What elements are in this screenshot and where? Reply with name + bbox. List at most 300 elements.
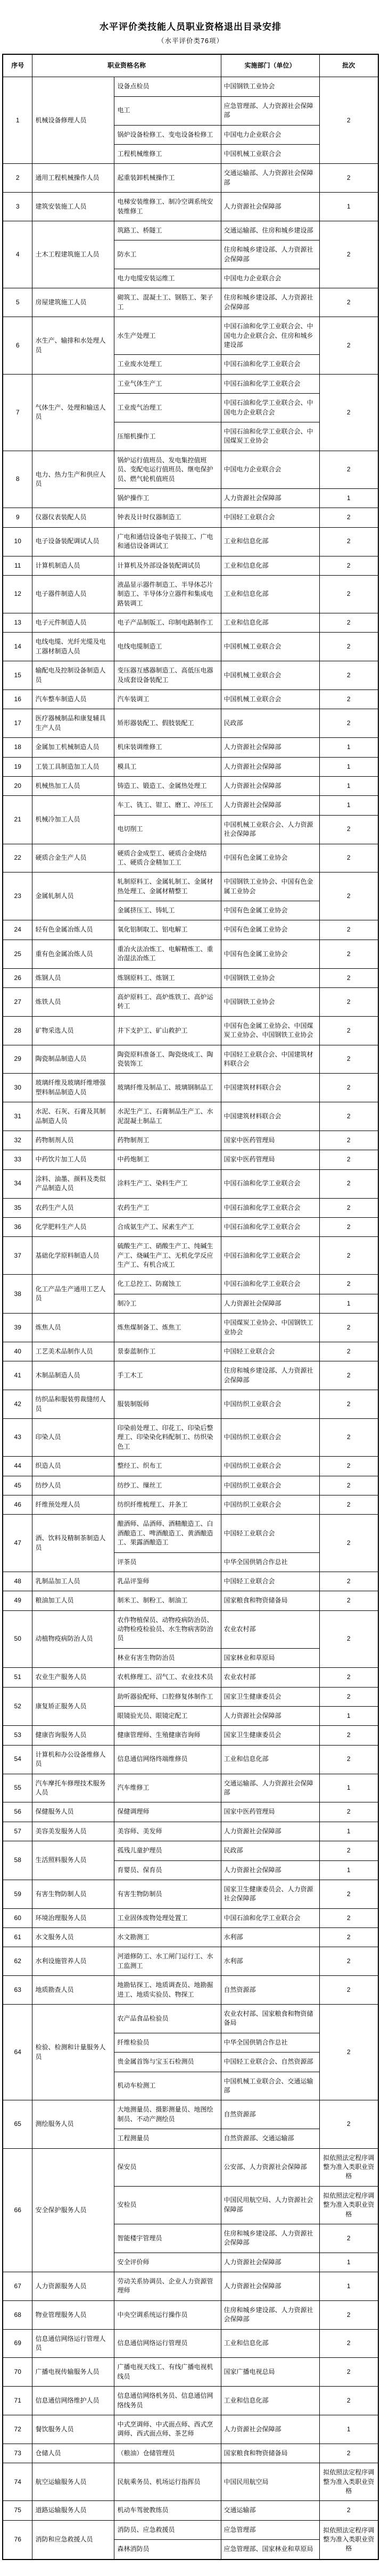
qualification-name-cell: 智能楼宇管理员 — [114, 2224, 221, 2253]
table-row — [3, 1880, 378, 1908]
department-cell: 国家林业和草原局 — [221, 1648, 319, 1667]
qualification-name-cell: 变压器互感器制造工、高低压电器及成套设备装配工 — [114, 661, 221, 690]
batch-cell: 2 — [319, 1217, 378, 1236]
department-cell: 中国钢铁工业协会 — [221, 968, 319, 987]
table-row — [3, 1822, 378, 1841]
qualification-name-cell: 工业废气治理工 — [114, 394, 221, 422]
table-row — [3, 2329, 378, 2358]
qualification-name-cell: 森林消防员 — [114, 2540, 221, 2560]
department-cell: 中国石油和化学工业联合会 — [221, 1198, 319, 1217]
batch-cell: 1 — [319, 1774, 378, 1802]
department-cell: 中国轻工业联合会、中国建筑材料联合会 — [221, 1045, 319, 1074]
department-cell: 中国石油和化学工业联合会 — [221, 1237, 319, 1275]
table-row — [3, 2415, 378, 2444]
category-cell: 粮油加工人员 — [32, 1591, 114, 1610]
qualification-name-cell: 美容师、美发师 — [114, 1822, 221, 1841]
batch-cell: 拟依照法定程序调整为准入类职业资格 — [319, 2148, 378, 2186]
qualification-name-cell: 工程机械维修工 — [114, 144, 221, 163]
table-row — [3, 1361, 378, 1390]
batch-cell: 2 — [319, 1976, 378, 2005]
serial-cell: 24 — [3, 920, 32, 940]
department-cell: 中国石油和化学工业联合会、中国电力企业联合会 — [221, 394, 319, 422]
serial-cell: 3 — [3, 193, 32, 221]
qualification-name-cell: 炼焦煤制备工、炼焦工 — [114, 1314, 221, 1342]
department-cell: 中国机械工业联合会 — [221, 144, 319, 163]
department-cell: 人力资源社会保障部 — [221, 776, 319, 795]
department-cell: 中国钢铁工业协会 — [221, 988, 319, 1017]
serial-cell: 27 — [3, 988, 32, 1017]
qualification-name-cell: 锅炉运行值班员、发电集控值班员、变配电运行值班员、继电保护员、燃气轮机值班员 — [114, 451, 221, 488]
qualification-name-cell: 电力电缆安装运维工 — [114, 269, 221, 288]
table-row — [3, 988, 378, 1017]
serial-cell: 40 — [3, 1342, 32, 1361]
qualification-name-cell: 健康管理师、生殖健康咨询师 — [114, 1726, 221, 1745]
qualification-name-cell: 工业气体生产工 — [114, 374, 221, 393]
table-row — [3, 1928, 378, 1947]
category-cell: 基础化学原料制造人员 — [32, 1237, 114, 1275]
batch-cell: 2 — [319, 1610, 378, 1668]
serial-cell: 38 — [3, 1275, 32, 1314]
qualification-name-cell: 酿酒师、品酒师、酒精酿造工、白酒酿造工、啤酒酿造工、黄酒酿造工、果露酒酿造工 — [114, 1515, 221, 1552]
title-block — [0, 0, 381, 45]
qualification-name-cell: 压缩机操作工 — [114, 422, 221, 451]
serial-cell: 47 — [3, 1515, 32, 1572]
category-cell: 玻璃纤维及玻璃纤维增强塑料制品制造人员 — [32, 1074, 114, 1102]
department-cell: 自然资源部 — [221, 2100, 319, 2129]
table-row — [3, 193, 378, 221]
department-cell: 交通运输部 — [221, 2501, 319, 2520]
category-cell: 测绘服务人员 — [32, 2100, 114, 2148]
qualification-name-cell: 轧制原料工、金属轧制工、金属材热处理工、金属材精整工 — [114, 872, 221, 901]
table-row — [3, 2005, 378, 2033]
qualification-name-cell: 广播电视天线工、有线广播电视机线员 — [114, 2358, 221, 2387]
qualification-name-cell: 钟表及计时仪器制造工 — [114, 508, 221, 527]
serial-cell: 55 — [3, 1774, 32, 1802]
header-batch: 批次 — [319, 54, 378, 77]
batch-cell: 1 — [319, 2272, 378, 2301]
serial-cell: 62 — [3, 1947, 32, 1976]
table-row — [3, 1476, 378, 1495]
table-row — [3, 738, 378, 757]
department-cell: 农业农村部、国家粮食和物资储备局 — [221, 2005, 319, 2033]
department-cell: 中国机械工业联合会、交通运输部 — [221, 2072, 319, 2100]
table-row — [3, 1610, 378, 1648]
batch-cell: 2 — [319, 1515, 378, 1572]
batch-cell: 2 — [319, 1687, 378, 1706]
category-cell: 涂料、油墨、颜料及类似产品制造人员 — [32, 1169, 114, 1198]
serial-cell: 37 — [3, 1237, 32, 1275]
department-cell: 中国轻工业联合会、自然资源部 — [221, 2053, 319, 2072]
serial-cell: 11 — [3, 556, 32, 575]
batch-cell: 2 — [319, 317, 378, 375]
department-cell: 人力资源社会保障部 — [221, 2415, 319, 2444]
qualification-name-cell: 林业有害生物防治员 — [114, 1648, 221, 1667]
qualification-name-cell: 机动车驾驶教练员 — [114, 2501, 221, 2520]
table-row — [3, 796, 378, 815]
table-row — [3, 940, 378, 968]
batch-cell: 2 — [319, 1390, 378, 1419]
qualification-name-cell: 制米工、制粉工、制油工 — [114, 1591, 221, 1610]
serial-cell: 66 — [3, 2148, 32, 2272]
table-row — [3, 1418, 378, 1456]
serial-cell: 20 — [3, 776, 32, 795]
table-row — [3, 1572, 378, 1591]
department-cell: 人力资源社会保障部 — [221, 193, 319, 221]
header-serial: 序号 — [3, 54, 32, 77]
category-cell: 消防和应急救援人员 — [32, 2520, 114, 2559]
category-cell: 安全保护服务人员 — [32, 2148, 114, 2272]
serial-cell: 63 — [3, 1976, 32, 2005]
batch-cell: 2 — [319, 1880, 378, 1908]
category-cell: 机械设备修理人员 — [32, 77, 114, 164]
category-cell: 药物制剂人员 — [32, 1131, 114, 1150]
qualification-name-cell: 安全评价师 — [114, 2253, 221, 2272]
serial-cell: 75 — [3, 2501, 32, 2520]
serial-cell: 45 — [3, 1476, 32, 1495]
category-cell: 康复矫正服务人员 — [32, 1687, 114, 1726]
qualification-name-cell: 高炉原料工、高炉炼铁工、高炉运转工 — [114, 988, 221, 1017]
department-cell: 中国纺织工业联合会 — [221, 1476, 319, 1495]
category-cell: 工装工具制造加工人员 — [32, 757, 114, 776]
table-row — [3, 164, 378, 193]
department-cell: 中国煤炭工业协会、中国钢铁工业协会 — [221, 1314, 319, 1342]
batch-cell: 2 — [319, 1726, 378, 1745]
qualification-name-cell: 乳品评鉴师 — [114, 1572, 221, 1591]
table-row — [3, 968, 378, 987]
table-row — [3, 288, 378, 317]
department-cell: 住房和城乡建设部、人力资源社会保障部 — [221, 240, 319, 269]
department-cell: 水利部 — [221, 1928, 319, 1947]
category-cell: 检验、检测和计量服务人员 — [32, 2005, 114, 2100]
category-cell: 房屋建筑施工人员 — [32, 288, 114, 317]
qualification-name-cell: 药物制剂工 — [114, 1131, 221, 1150]
department-cell: 中国电力企业联合会 — [221, 125, 319, 144]
qualification-name-cell: 孤残儿童护理员 — [114, 1841, 221, 1860]
category-cell: 仓储人员 — [32, 2444, 114, 2463]
table-row — [3, 1275, 378, 1294]
department-cell: 中国有色金属工业协会 — [221, 844, 319, 872]
qualification-name-cell: 电切削工 — [114, 815, 221, 844]
qualification-name-cell: （粮油）仓储管理员 — [114, 2444, 221, 2463]
serial-cell: 46 — [3, 1495, 32, 1514]
qualification-name-cell: 劳动关系协调员、企业人力资源管理师 — [114, 2272, 221, 2301]
category-cell: 环境治理服务人员 — [32, 1908, 114, 1927]
category-cell: 化学肥料生产人员 — [32, 1217, 114, 1236]
header-row — [3, 54, 378, 77]
table-row — [3, 1802, 378, 1822]
batch-cell: 2 — [319, 1131, 378, 1150]
table-row — [3, 2100, 378, 2129]
category-cell: 建筑安装施工人员 — [32, 193, 114, 221]
qualification-name-cell: 矫形器装配工、假肢装配工 — [114, 709, 221, 738]
batch-cell: 2 — [319, 1361, 378, 1390]
serial-cell: 35 — [3, 1198, 32, 1217]
category-cell: 航空运输服务人员 — [32, 2463, 114, 2501]
category-cell: 广播电视传输服务人员 — [32, 2358, 114, 2387]
batch-cell: 2 — [319, 690, 378, 709]
batch-cell: 1 — [319, 2253, 378, 2272]
table-row — [3, 2300, 378, 2329]
department-cell: 中国纺织工业联合会 — [221, 1457, 319, 1476]
qualification-name-cell: 保安员 — [114, 2148, 221, 2186]
table-row — [3, 1198, 378, 1217]
department-cell: 中国机械工业联合会、人力资源社会保障部 — [221, 815, 319, 844]
batch-cell: 2 — [319, 2444, 378, 2463]
serial-cell: 17 — [3, 709, 32, 738]
department-cell: 国家中医药管理局 — [221, 1131, 319, 1150]
batch-cell: 2 — [319, 872, 378, 920]
table-row — [3, 221, 378, 240]
category-cell: 餐饮服务人员 — [32, 2415, 114, 2444]
header-qualification-name: 职业资格名称 — [32, 54, 221, 77]
serial-cell: 19 — [3, 757, 32, 776]
serial-cell: 2 — [3, 164, 32, 193]
serial-cell: 52 — [3, 1687, 32, 1726]
page-title: 水平评价类技能人员职业资格退出目录安排 — [100, 22, 281, 32]
category-cell: 木制品制造人员 — [32, 1361, 114, 1390]
department-cell: 中国纺织工业联合会 — [221, 1418, 319, 1456]
department-cell: 中国石油和化学工业联合会 — [221, 1169, 319, 1198]
serial-cell: 22 — [3, 844, 32, 872]
department-cell: 国家粮食和物资储备局 — [221, 1591, 319, 1610]
serial-cell: 16 — [3, 690, 32, 709]
department-cell: 交通运输部、人力资源社会保障部 — [221, 164, 319, 193]
serial-cell: 8 — [3, 451, 32, 508]
table-row — [3, 508, 378, 527]
table-row — [3, 1102, 378, 1131]
serial-cell: 36 — [3, 1217, 32, 1236]
batch-cell: 2 — [319, 1275, 378, 1294]
qualification-name-cell: 硫酸生产工、硝酸生产工、纯碱生产工、烧碱生产工、无机化学反应生产工、有机合成工 — [114, 1237, 221, 1275]
qualification-name-cell: 锅炉设备检修工、变电设备检修工 — [114, 125, 221, 144]
serial-cell: 70 — [3, 2358, 32, 2387]
category-cell: 美容美发服务人员 — [32, 1822, 114, 1841]
qualification-name-cell: 评茶员 — [114, 1552, 221, 1572]
department-cell: 农业农村部 — [221, 1668, 319, 1687]
category-cell: 炼铁人员 — [32, 988, 114, 1017]
department-cell: 人力资源社会保障部 — [221, 738, 319, 757]
batch-cell: 1 — [319, 1707, 378, 1726]
department-cell: 中国钢铁工业协会 — [221, 77, 319, 96]
qualification-name-cell: 整经工、织布工 — [114, 1457, 221, 1476]
department-cell: 中国石油和化学工业联合会、中国电力企业联合会、住房和城乡建设部 — [221, 317, 319, 355]
batch-cell: 2 — [319, 1418, 378, 1456]
department-cell: 中国石油和化学工业联合会、中国煤炭工业协会 — [221, 422, 319, 451]
department-cell: 国家中医药管理局 — [221, 1150, 319, 1169]
department-cell: 工业和信息化部 — [221, 613, 319, 633]
qualification-name-cell: 助听器验配师、口腔修复体制作工 — [114, 1687, 221, 1706]
table-row — [3, 1668, 378, 1687]
qualification-name-cell: 电线电缆制造工 — [114, 633, 221, 661]
table-row — [3, 374, 378, 393]
batch-cell: 2 — [319, 1237, 378, 1275]
serial-cell: 4 — [3, 221, 32, 288]
batch-cell: 2 — [319, 968, 378, 987]
qualification-name-cell: 涂料生产工、染料生产工 — [114, 1169, 221, 1198]
serial-cell: 73 — [3, 2444, 32, 2463]
category-cell: 气体生产、处理和输送人员 — [32, 374, 114, 451]
department-cell: 中国轻工业联合会 — [221, 508, 319, 527]
serial-cell: 18 — [3, 738, 32, 757]
table-row — [3, 661, 378, 690]
qualification-name-cell: 工程测量员 — [114, 2129, 221, 2148]
serial-cell: 28 — [3, 1016, 32, 1045]
qualification-name-cell: 制冷工 — [114, 1294, 221, 1313]
qualification-table — [2, 54, 379, 2560]
category-cell: 机械冷加工人员 — [32, 796, 114, 844]
department-cell: 中国石油和化学工业联合会 — [221, 374, 319, 393]
table-row — [3, 920, 378, 940]
department-cell: 中国有色金属工业协会 — [221, 920, 319, 940]
qualification-name-cell: 中式烹调师、中式面点师、西式烹调师、西式面点师、茶艺师 — [114, 2415, 221, 2444]
category-cell: 动植物疫病防治人员 — [32, 1610, 114, 1668]
serial-cell: 21 — [3, 796, 32, 844]
qualification-name-cell: 汽车装调工 — [114, 690, 221, 709]
department-cell: 民政部 — [221, 1841, 319, 1860]
qualification-name-cell: 铸造工、锻造工、金属热处理工 — [114, 776, 221, 795]
batch-cell: 2 — [319, 451, 378, 488]
serial-cell: 12 — [3, 575, 32, 613]
department-cell: 中国民用航空局 — [221, 2463, 319, 2501]
table-row — [3, 757, 378, 776]
qualification-name-cell: 河道修防工、水工闸门运行工、水工监测工 — [114, 1947, 221, 1976]
department-cell: 国家广播电视总局 — [221, 2358, 319, 2387]
department-cell: 民政部 — [221, 709, 319, 738]
serial-cell: 51 — [3, 1668, 32, 1687]
table-row — [3, 613, 378, 633]
serial-cell: 58 — [3, 1841, 32, 1880]
qualification-name-cell: 氧化铝制取工、铝电解工 — [114, 920, 221, 940]
table-row — [3, 872, 378, 901]
table-row — [3, 1016, 378, 1045]
qualification-name-cell: 工业固体废物处理处置工 — [114, 1908, 221, 1927]
qualification-name-cell: 防水工 — [114, 240, 221, 269]
batch-cell: 2 — [319, 1045, 378, 1074]
batch-cell: 2 — [319, 1476, 378, 1495]
table-row — [3, 1237, 378, 1275]
department-cell: 公安部、人力资源社会保障部 — [221, 2148, 319, 2186]
category-cell: 重有色金属冶炼人员 — [32, 940, 114, 968]
batch-cell: 2 — [319, 508, 378, 527]
batch-cell: 2 — [319, 2005, 378, 2100]
batch-cell: 1 — [319, 738, 378, 757]
qualification-name-cell: 陶瓷原料准备工、陶瓷烧成工、陶瓷装饰工 — [114, 1045, 221, 1074]
serial-cell: 10 — [3, 527, 32, 556]
qualification-name-cell: 消防员、应急救援员 — [114, 2520, 221, 2539]
category-cell: 炼钢人员 — [32, 968, 114, 987]
batch-cell: 2 — [319, 633, 378, 661]
category-cell: 有害生物防制人员 — [32, 1880, 114, 1908]
batch-cell: 2 — [319, 1928, 378, 1947]
table-header — [3, 54, 378, 77]
batch-cell: 拟依照法定程序调整为准入类职业资格 — [319, 2463, 378, 2501]
table-row — [3, 2272, 378, 2301]
table-row — [3, 2501, 378, 2520]
table-row — [3, 1726, 378, 1745]
qualification-name-cell: 广电和通信设备电子装接工、广电和通信设备调试工 — [114, 527, 221, 556]
batch-cell: 2 — [319, 1016, 378, 1045]
batch-cell: 1 — [319, 776, 378, 795]
batch-cell: 2 — [319, 1591, 378, 1610]
batch-cell: 2 — [319, 988, 378, 1017]
department-cell: 交通运输部、住房和城乡建设部 — [221, 221, 319, 240]
category-cell: 金属轧制人员 — [32, 872, 114, 920]
batch-cell: 2 — [319, 661, 378, 690]
serial-cell: 39 — [3, 1314, 32, 1342]
table-row — [3, 633, 378, 661]
serial-cell: 60 — [3, 1908, 32, 1927]
category-cell: 物业管理服务人员 — [32, 2300, 114, 2329]
batch-cell: 2 — [319, 844, 378, 872]
batch-cell: 2 — [319, 2329, 378, 2358]
department-cell: 住房和城乡建设部、人力资源社会保障部 — [221, 2300, 319, 2329]
qualification-name-cell: 服装制版师 — [114, 1390, 221, 1419]
department-cell: 人力资源社会保障部 — [221, 796, 319, 815]
serial-cell: 7 — [3, 374, 32, 451]
table-row — [3, 1390, 378, 1419]
serial-cell: 71 — [3, 2387, 32, 2415]
batch-cell: 1 — [319, 193, 378, 221]
batch-cell: 2 — [319, 2501, 378, 2520]
department-cell: 中国机械工业联合会 — [221, 690, 319, 709]
qualification-name-cell: 电子产品制版工、印制电路制作工 — [114, 613, 221, 633]
department-cell: 中国有色金属工业协会 — [221, 940, 319, 968]
department-cell: 水利部 — [221, 1947, 319, 1976]
batch-cell: 2 — [319, 1314, 378, 1342]
qualification-name-cell: 硬质合金成型工、硬质合金烧结工、硬质合金精加工工 — [114, 844, 221, 872]
serial-cell: 74 — [3, 2463, 32, 2501]
category-cell: 水利设施管养人员 — [32, 1947, 114, 1976]
qualification-name-cell: 水生产处理工 — [114, 317, 221, 355]
batch-cell: 2 — [319, 1457, 378, 1476]
serial-cell: 43 — [3, 1418, 32, 1456]
category-cell: 计算机制造人员 — [32, 556, 114, 575]
batch-cell: 2 — [319, 1150, 378, 1169]
table-row — [3, 1687, 378, 1706]
qualification-name-cell: 中央空调系统运行操作员 — [114, 2300, 221, 2329]
category-cell: 计算机和办公设备维修人员 — [32, 1745, 114, 1774]
qualification-name-cell: 电工 — [114, 96, 221, 125]
department-cell: 中国石油和化学工业联合会 — [221, 355, 319, 374]
department-cell: 中国石油和化学工业联合会 — [221, 1217, 319, 1236]
serial-cell: 67 — [3, 2272, 32, 2301]
serial-cell: 29 — [3, 1045, 32, 1074]
table-row — [3, 2148, 378, 2186]
qualification-name-cell: 贵金属首饰与宝玉石检测员 — [114, 2053, 221, 2072]
table-row — [3, 844, 378, 872]
qualification-name-cell: 工业废水处理工 — [114, 355, 221, 374]
qualification-name-cell: 地勘钻探工、地质调查员、地勘掘进工、地质实验员、物探工 — [114, 1976, 221, 2005]
serial-cell: 68 — [3, 2300, 32, 2329]
category-cell: 纺织品和服装剪裁缝纫人员 — [32, 1390, 114, 1419]
batch-cell: 1 — [319, 1822, 378, 1841]
qualification-name-cell: 液晶显示器件制造工、半导体芯片制造工、半导体分立器件和集成电路装调工 — [114, 575, 221, 613]
serial-cell: 41 — [3, 1361, 32, 1390]
department-cell: 中国轻工业联合会 — [221, 1572, 319, 1591]
serial-cell: 72 — [3, 2415, 32, 2444]
category-cell: 信息通信网络运行管理人员 — [32, 2329, 114, 2358]
category-cell: 乳制品加工人员 — [32, 1572, 114, 1591]
department-cell: 工业和信息化部 — [221, 527, 319, 556]
serial-cell: 56 — [3, 1802, 32, 1822]
serial-cell: 65 — [3, 2100, 32, 2148]
category-cell: 印染人员 — [32, 1418, 114, 1456]
table-row — [3, 709, 378, 738]
category-cell: 水生产、输排和水处理人员 — [32, 317, 114, 375]
qualification-name-cell: 中药炮制工 — [114, 1150, 221, 1169]
category-cell: 炼焦人员 — [32, 1314, 114, 1342]
table-row — [3, 77, 378, 96]
